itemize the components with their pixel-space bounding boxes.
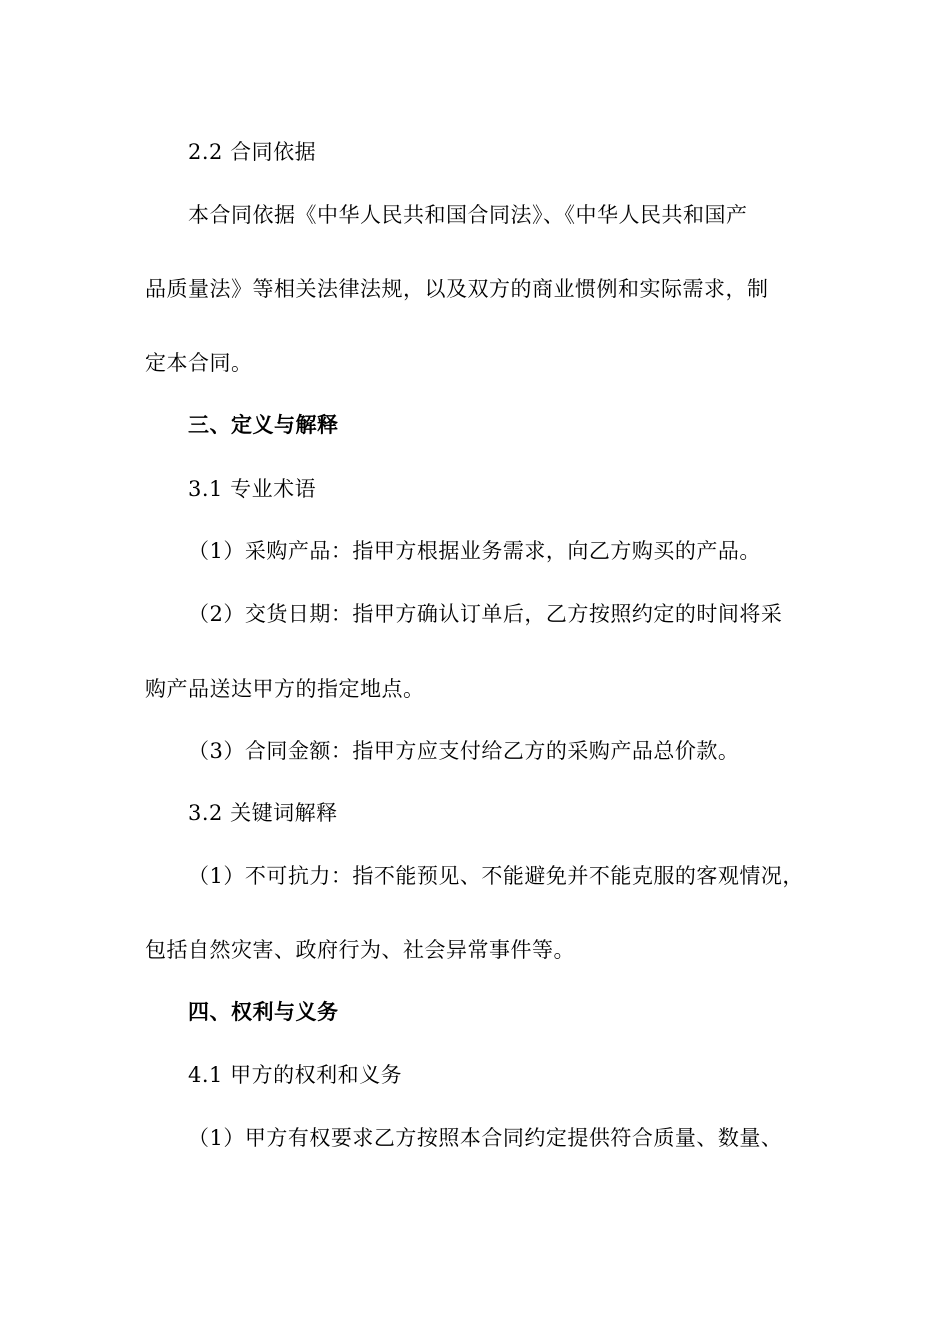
subheading-4-1: 4.1 甲方的权利和义务 [188,1063,403,1087]
paragraph-line: 品质量法》等相关法律法规，以及双方的商业惯例和实际需求，制 [145,277,769,301]
paragraph-line: 购产品送达甲方的指定地点。 [145,677,425,701]
subheading-2-2: 2.2 合同依据 [188,140,317,164]
paragraph-line: 包括自然灾害、政府行为、社会异常事件等。 [145,938,575,962]
list-item: （1）采购产品：指甲方根据业务需求，向乙方购买的产品。 [188,539,761,563]
list-item: （1）不可抗力：指不能预见、不能避免并不能克服的客观情况， [188,864,804,888]
list-item: （1）甲方有权要求乙方按照本合同约定提供符合质量、数量、 [188,1126,783,1150]
section-heading-3: 三、定义与解释 [188,412,339,437]
subheading-3-2: 3.2 关键词解释 [188,801,338,825]
subheading-3-1: 3.1 专业术语 [188,477,317,501]
paragraph-line: 定本合同。 [145,351,253,375]
section-heading-4: 四、权利与义务 [188,999,339,1024]
list-item: （3）合同金额：指甲方应支付给乙方的采购产品总价款。 [188,739,740,763]
list-item: （2）交货日期：指甲方确认订单后，乙方按照约定的时间将采 [188,602,783,626]
paragraph-line: 本合同依据《中华人民共和国合同法》、《中华人民共和国产 [188,203,748,227]
